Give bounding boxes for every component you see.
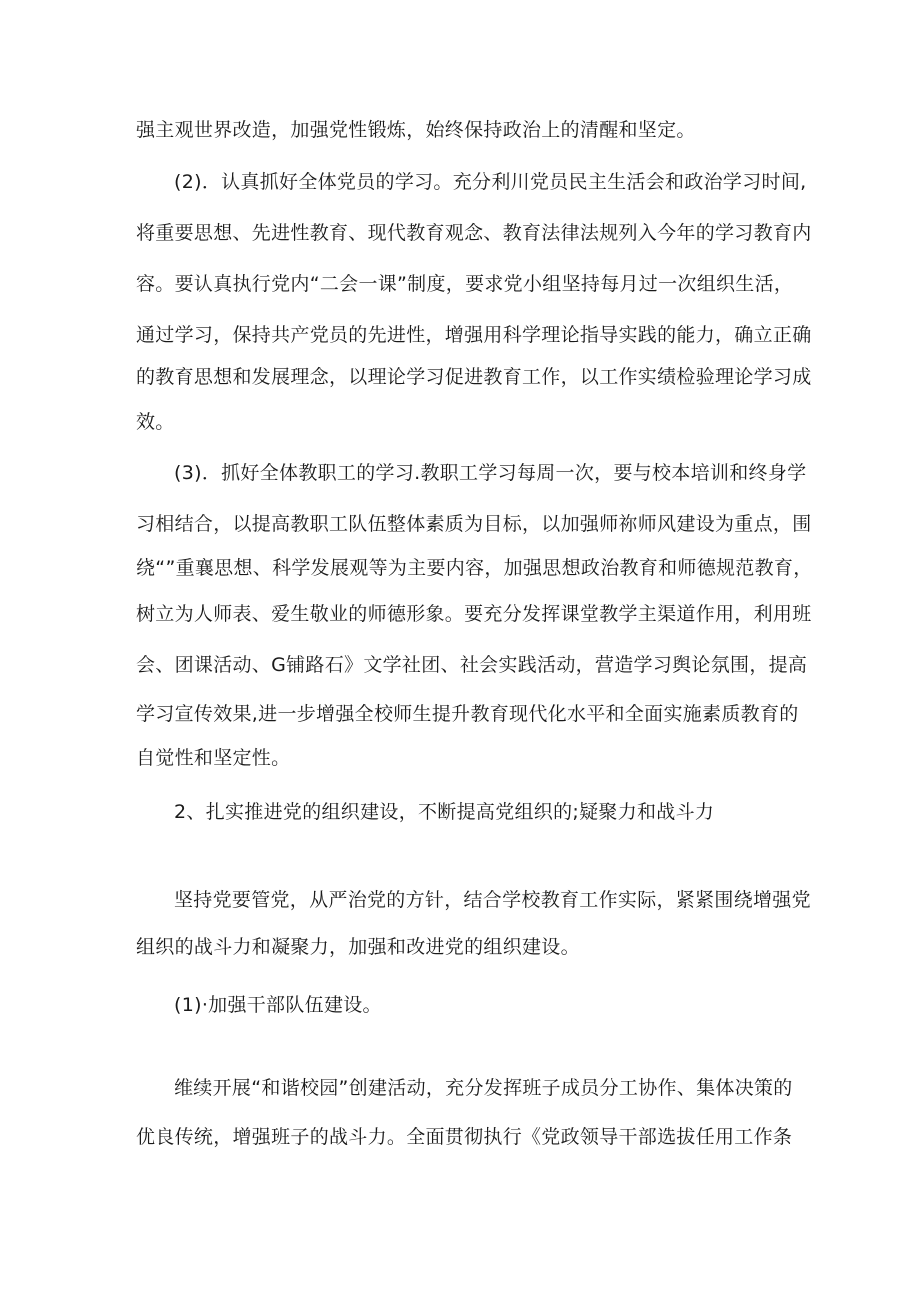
text-line: 优良传统，增强班子的战斗力。全面贯彻执行《党政领导干部选拔任用工作条 [136,1126,793,1148]
text-line: 自觉性和坚定性。 [136,747,291,769]
text-line: (2)．认真抓好全体党员的学习。充分利川党员民主生活会和政治学习时间, [174,171,807,193]
text-line: 会、团课活动、G铺路石》文学社团、社会实践活动，营造学习舆论氛围，提高 [136,654,808,676]
text-line: 树立为人师表、爱生敬业的师德形象。要充分发挥课堂教学主渠道作用，利用班 [136,603,812,625]
text-line: 容。要认真执行党内“二会一课”制度，要求党小组坚持每月过一次组织生活， [136,273,794,295]
text-line: 坚持党要管党，从严治党的方针，结合学校教育工作实际，紧紧围绕增强党 [174,889,811,911]
text-line: 组织的战斗力和凝聚力，加强和改进党的组织建设。 [136,936,580,958]
text-line: 通过学习，保持共产党员的先进性，增强用科学理论指导实践的能力，确立正确 [136,324,812,346]
text-line: 学习宣传效果,进一步增强全校师生提升教育现代化水平和全面实施素质教育的 [136,703,799,725]
text-line: 维续开展“和谐校园”创建活动，充分发挥班子成员分工协作、集体决策的 [174,1077,793,1099]
text-line: 强主观世界改造，加强党性锻炼，始终保持政治上的清醒和坚定。 [136,119,696,141]
text-line: 将重要思想、先进性教育、现代教育观念、教育法律法规列入今年的学习教育内 [136,222,812,244]
subsection-heading: (1)·加强干部队伍建设。 [174,994,382,1016]
text-line: 效。 [136,411,175,433]
text-line: 的教育思想和发展理念，以理论学习促进教育工作，以工作实绩检验理论学习成 [136,366,812,388]
text-line: (3)．抓好全体教职工的学习.教职工学习每周一次，要与校本培训和终身学 [174,462,807,484]
text-line: 绕“”重襄思想、科学发展观等为主要内容，加强思想政治教育和师德规范教育， [136,557,813,579]
text-line: 习相结合，以提高教职工队伍整体素质为目标，以加强师祢师风建设为重点，围 [136,513,812,535]
section-heading: 2、扎实推进党的组织建设，不断提高党组织的;疑聚力和战斗力 [174,801,715,823]
